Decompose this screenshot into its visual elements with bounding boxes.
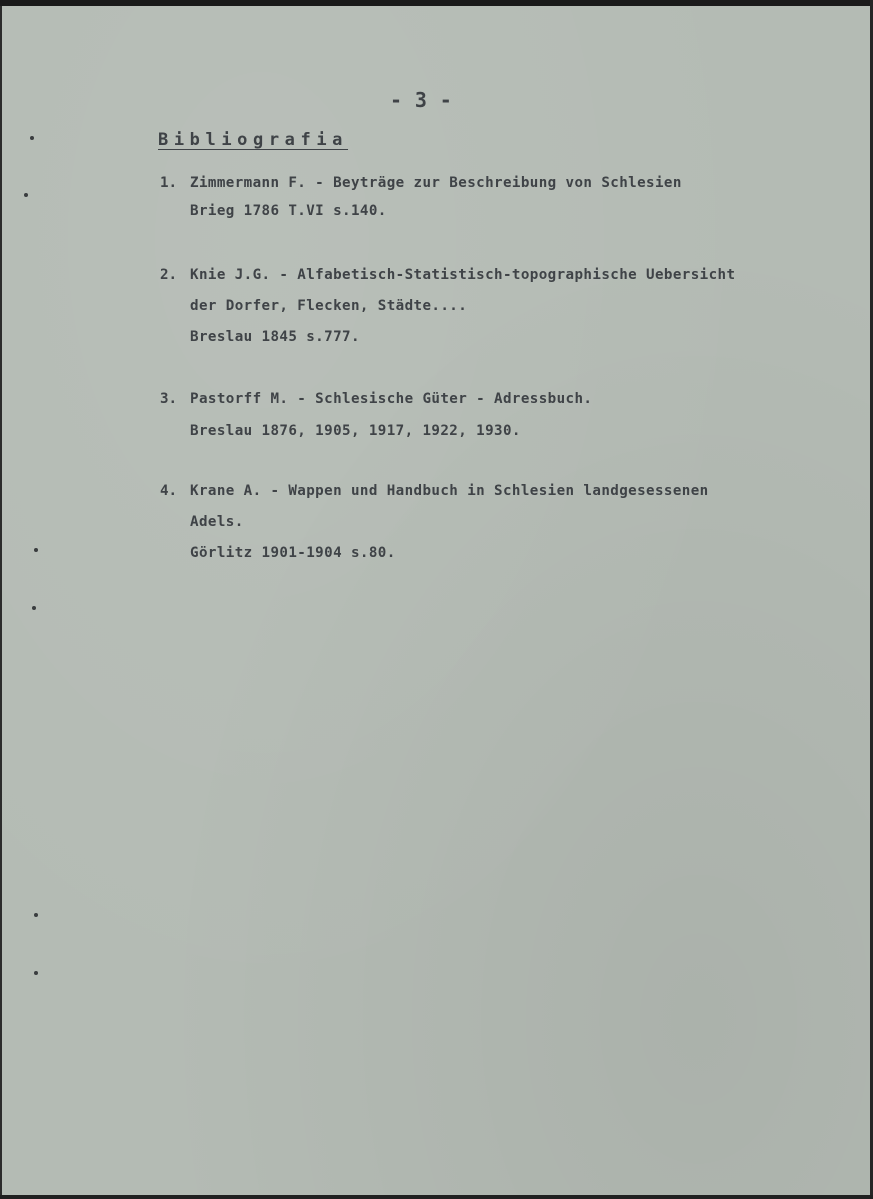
bibliography-heading: Bibliografia [158,130,349,150]
punch-mark [32,606,36,610]
entry-line: Adels. [190,514,244,530]
punch-mark [24,193,28,197]
punch-mark [30,136,34,140]
entry-line: Zimmermann F. - Beyträge zur Beschreibung von Schlesien [190,175,682,191]
entry-line: Brieg 1786 T.VI s.140. [190,203,387,219]
scan-edge-top [0,0,873,6]
entry-line: der Dorfer, Flecken, Städte.... [190,298,468,314]
entry-line: Breslau 1845 s.777. [190,329,360,345]
entry-number: 4. [160,483,178,499]
entry-line: Knie J.G. - Alfabetisch-Statistisch-topographische Uebersicht [190,267,736,283]
punch-mark [34,913,38,917]
entry-line: Görlitz 1901-1904 s.80. [190,545,396,561]
entry-number: 2. [160,267,178,283]
punch-mark [34,971,38,975]
entry-line: Breslau 1876, 1905, 1917, 1922, 1930. [190,423,521,439]
page-number: - 3 - [390,88,453,112]
entry-number: 1. [160,175,178,191]
entry-line: Pastorff M. - Schlesische Güter - Adressbuch. [190,391,593,407]
punch-mark [34,548,38,552]
entry-line: Krane A. - Wappen und Handbuch in Schlesien landgesessenen [190,483,709,499]
scan-edge-bottom [0,1195,873,1199]
entry-number: 3. [160,391,178,407]
